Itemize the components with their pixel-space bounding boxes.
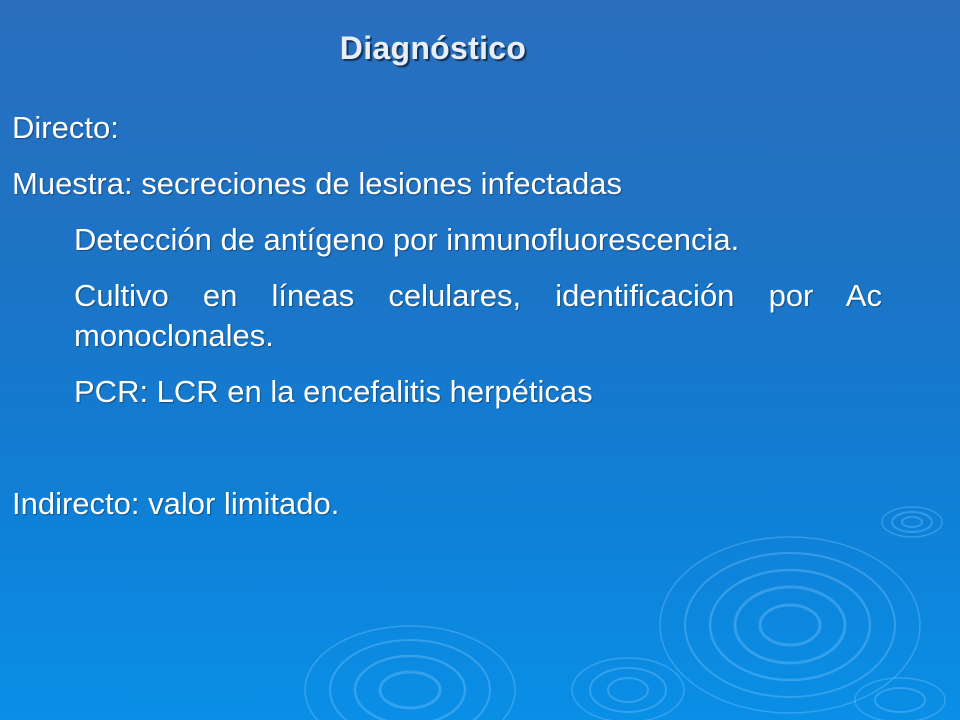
slide-body <box>12 100 892 532</box>
text-line-cultivo: Cultivo en líneas celulares, identificación por Ac monoclonales. <box>74 278 882 353</box>
slide-title: Diagnóstico <box>339 30 527 66</box>
blank-line <box>12 420 892 476</box>
text-line-directo: Directo: <box>12 110 119 145</box>
text-line-indirecto: Indirecto: valor limitado. <box>12 486 340 521</box>
text-line-muestra: Muestra: secreciones de lesiones infectadas <box>12 166 622 201</box>
text-line-pcr: PCR: LCR en la encefalitis herpéticas <box>74 374 593 409</box>
text-line-deteccion: Detección de antígeno por inmunofluorescencia. <box>74 222 740 257</box>
